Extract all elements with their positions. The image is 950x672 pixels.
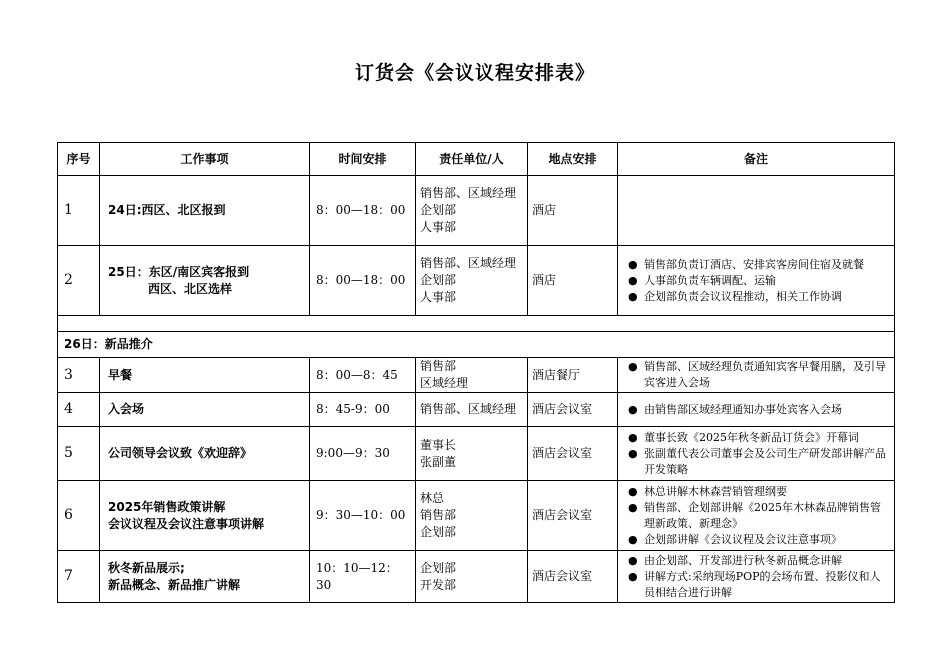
row-location: 酒店会议室 [528, 481, 618, 551]
table-row [58, 246, 895, 316]
owner-line: 企划部 [420, 525, 457, 539]
header-row [58, 143, 895, 176]
notes-list [622, 430, 890, 478]
task-line: 公司领导会议致《欢迎辞》 [108, 446, 253, 460]
row-task [100, 551, 310, 603]
note-item: ● 企划部负责会议议程推动，相关工作协调 [628, 289, 842, 303]
row-notes [618, 551, 895, 603]
row-location: 酒店 [528, 246, 618, 316]
owner-line: 企划部 [420, 273, 457, 287]
page-title: 订货会《会议议程安排表》 [354, 62, 595, 84]
bullet-icon: ● [628, 500, 638, 514]
task-line: 入会场 [108, 402, 145, 416]
note-item: ● 讲解方式:采纳现场POP的会场布置、投影仪和人员相结合进行讲解 [628, 569, 881, 599]
notes-list [622, 553, 890, 601]
row-location: 酒店餐厅 [528, 358, 618, 393]
owner-line: 人事部 [420, 290, 457, 304]
row-time: 8：00—8：45 [310, 358, 416, 393]
note-item: ● 林总讲解木林森营销管理纲要 [628, 484, 787, 498]
owner-line: 开发部 [420, 577, 457, 592]
row-notes [618, 358, 895, 393]
row-no: 3 [58, 358, 100, 393]
owner-line: 销售部 [420, 359, 457, 373]
owner-line: 销售部、区域经理 [420, 402, 517, 416]
section-row [58, 332, 895, 358]
table-row [58, 551, 895, 603]
bullet-icon: ● [628, 289, 638, 303]
row-task [100, 393, 310, 427]
agenda-table [57, 142, 895, 603]
header-no: 序号 [58, 143, 100, 176]
table-row [58, 481, 895, 551]
owner-line: 企划部 [420, 560, 457, 575]
row-notes [618, 246, 895, 316]
row-owner [416, 176, 528, 246]
row-notes [618, 176, 895, 246]
owner-line: 林总 [420, 491, 445, 505]
row-location: 酒店会议室 [528, 427, 618, 481]
row-time: 9：30—10：00 [310, 481, 416, 551]
row-notes [618, 393, 895, 427]
note-item: ● 人事部负责车辆调配、运输 [628, 273, 776, 287]
row-no: 2 [58, 246, 100, 316]
row-task [100, 481, 310, 551]
row-notes [618, 427, 895, 481]
row-no: 4 [58, 393, 100, 427]
task-line: 会议议程及会议注意事项讲解 [108, 516, 265, 531]
table-row [58, 427, 895, 481]
row-owner [416, 246, 528, 316]
notes-list [622, 257, 890, 305]
notes-list [622, 402, 890, 418]
header-location: 地点安排 [528, 143, 618, 176]
note-item: ● 由销售部区域经理通知办事处宾客入会场 [628, 402, 842, 416]
row-no: 6 [58, 481, 100, 551]
bullet-icon: ● [628, 553, 638, 567]
row-time: 9:00—9：30 [310, 427, 416, 481]
owner-line: 销售部、区域经理 [420, 256, 517, 270]
header-task: 工作事项 [100, 143, 310, 176]
bullet-icon: ● [628, 446, 638, 460]
table-row [58, 176, 895, 246]
note-item: ● 董事长致《2025年秋冬新品订货会》开幕词 [628, 430, 859, 444]
table-row [58, 393, 895, 427]
task-line: 早餐 [108, 367, 133, 382]
owner-line: 董事长 [420, 437, 457, 452]
owner-line: 企划部 [420, 203, 457, 217]
empty-cell [58, 316, 895, 332]
row-owner [416, 358, 528, 393]
section-title: 26日：新品推介 [58, 332, 895, 358]
row-notes [618, 481, 895, 551]
note-item: ● 由企划部、开发部进行秋冬新品概念讲解 [628, 553, 842, 567]
row-task [100, 176, 310, 246]
bullet-icon: ● [628, 257, 638, 271]
row-owner [416, 551, 528, 603]
notes-list [622, 359, 890, 391]
header-notes: 备注 [618, 143, 895, 176]
header-owner: 责任单位/人 [416, 143, 528, 176]
empty-row [58, 316, 895, 332]
header-time: 时间安排 [310, 143, 416, 176]
note-item: ● 销售部负责订酒店、安排宾客房间住宿及就餐 [628, 257, 864, 271]
task-line: 25日：东区/南区宾客报到 [108, 264, 250, 279]
row-time: 8：45-9：00 [310, 393, 416, 427]
owner-line: 销售部、区域经理 [420, 186, 517, 200]
table-row [58, 358, 895, 393]
row-owner [416, 481, 528, 551]
bullet-icon: ● [628, 484, 638, 498]
owner-line: 张副董 [420, 454, 457, 469]
bullet-icon: ● [628, 569, 638, 583]
bullet-icon: ● [628, 360, 638, 373]
task-line: 24日:西区、北区报到 [108, 203, 226, 217]
note-item: ● 销售部、企划部讲解《2025年木林森品牌销售管理新政策、新理念》 [628, 500, 881, 530]
row-no: 1 [58, 176, 100, 246]
note-item: ● 销售部、区域经理负责通知宾客早餐用膳，及引导宾客进入会场 [628, 360, 886, 389]
owner-line: 销售部 [420, 508, 457, 522]
task-line: 西区、北区选样 [148, 281, 233, 296]
note-item: ● 张副董代表公司董事会及公司生产研发部讲解产品开发策略 [628, 446, 886, 476]
row-no: 7 [58, 551, 100, 603]
task-line: 新品概念、新品推广讲解 [108, 577, 241, 592]
owner-line: 人事部 [420, 220, 457, 234]
row-task [100, 427, 310, 481]
bullet-icon: ● [628, 430, 638, 444]
task-line: 2025年销售政策讲解 [108, 499, 226, 514]
bullet-icon: ● [628, 532, 638, 546]
row-owner [416, 393, 528, 427]
row-time: 8：00—18：00 [310, 246, 416, 316]
row-task [100, 358, 310, 393]
notes-list [622, 484, 890, 548]
row-location: 酒店会议室 [528, 393, 618, 427]
row-task [100, 246, 310, 316]
row-no: 5 [58, 427, 100, 481]
row-location: 酒店 [528, 176, 618, 246]
note-item: ● 企划部讲解《会议议程及会议注意事项》 [628, 532, 842, 546]
task-line: 秋冬新品展示; [108, 560, 185, 575]
row-time: 8：00—18：00 [310, 176, 416, 246]
bullet-icon: ● [628, 273, 638, 287]
row-time: 10：10—12：30 [310, 551, 416, 603]
bullet-icon: ● [628, 402, 638, 416]
row-owner [416, 427, 528, 481]
row-location: 酒店会议室 [528, 551, 618, 603]
owner-line: 区域经理 [420, 376, 469, 390]
